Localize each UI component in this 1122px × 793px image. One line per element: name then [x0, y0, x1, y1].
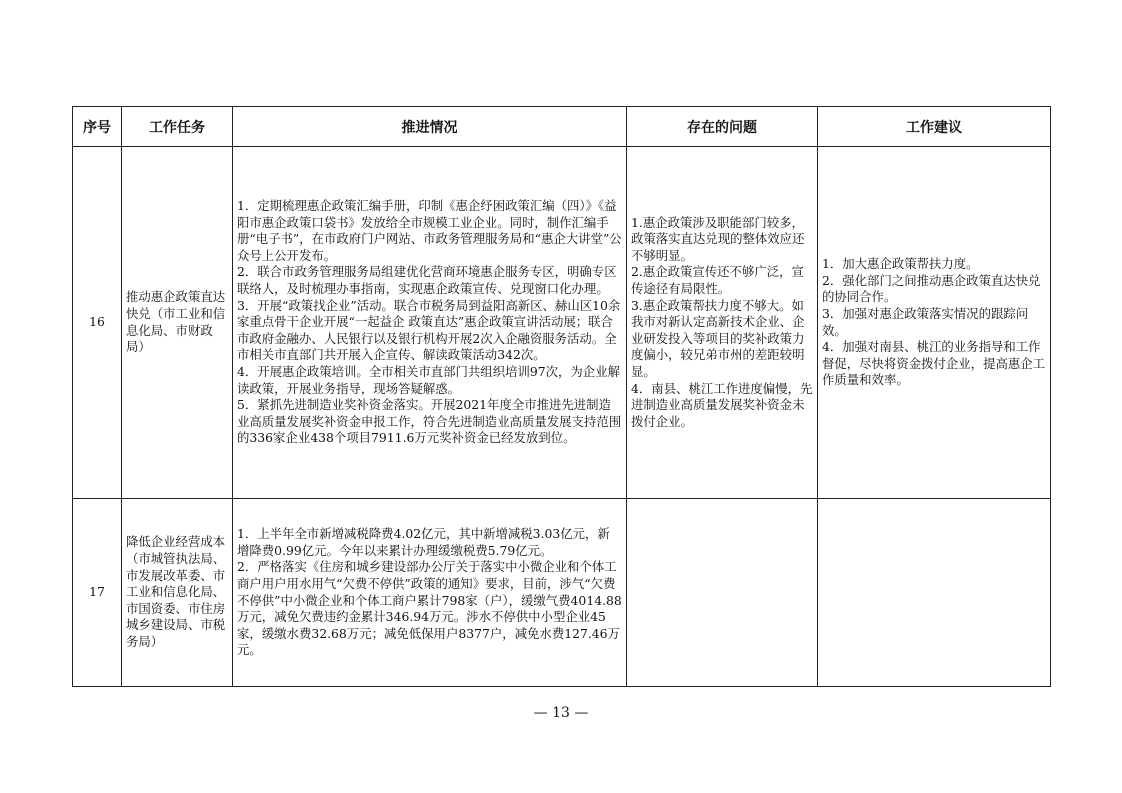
progress-cell [233, 147, 627, 499]
progress-item: 3．开展“政策找企业”活动。联合市税务局到益阳高新区、赫山区10余家重点骨干企业开展“一起益企 政策直达”惠企政策宣讲活动展；联合市政府金融办、人民银行以及银行机构开展2次入企融资服务活动。全市相关市直部门共开展入企宣传、解读政策活动342次。 [237, 297, 621, 363]
suggestion-item: 2．强化部门之间推动惠企政策直达快兑的协同合作。 [822, 272, 1041, 305]
progress-item: 1．上半年全市新增减税降费4.02亿元，其中新增减税3.03亿元，新增降费0.99亿元。今年以来累计办理缓缴税费5.79亿元。 [237, 526, 610, 558]
suggestion-item: 1．加大惠企政策帮扶力度。 [822, 256, 979, 272]
progress-item: 2．严格落实《住房和城乡建设部办公厅关于落实中小微企业和个体工商户用户用水用气“欠费不停供”政策的通知》要求，目前，涉气“欠费不停供”中小微企业和个体工商户累计798家（户），缓缴气费4014.88万元，减免欠费违约金累计346.94万元。涉水不停供中小型企业45家，缓缴水费32.68万元；减免低保用户8377户，减免水费127.46万元。 [237, 559, 622, 658]
suggestions-cell [818, 499, 1051, 687]
table-header-row [73, 107, 1051, 147]
progress-item: 4．开展惠企政策培训。全市相关市直部门共组织培训97次，为企业解读政策，开展业务指导，现场答疑解惑。 [237, 363, 620, 396]
table-row [73, 147, 1051, 499]
progress-cell [233, 499, 627, 687]
problem-item: 3.惠企政策帮扶力度不够大。如我市对新认定高新技术企业、企业研发投入等项目的奖补政策力度偏小，较兄弟市州的差距较明显。 [631, 297, 805, 379]
problem-item: 4．南县、桃江工作进度偏慢，先进制造业高质量发展奖补资金未拨付企业。 [631, 380, 813, 429]
suggestion-item: 3．加强对惠企政策落实情况的跟踪问效。 [822, 305, 1029, 338]
task-cell: 推动惠企政策直达快兑（市工业和信息化局、市财政局） [122, 147, 233, 499]
suggestions-cell [818, 147, 1051, 499]
work-progress-table [72, 106, 1051, 687]
progress-item: 5．紧抓先进制造业奖补资金落实。开展2021年度全市推进先进制造业高质量发展奖补资金申报工作，符合先进制造业高质量发展支持范围的336家企业438个项目7911.6万元奖补资金已经发放到位。 [237, 397, 622, 446]
problem-item: 2.惠企政策宣传还不够广泛，宣传途径有局限性。 [631, 264, 804, 297]
header-suggestions: 工作建议 [818, 107, 1051, 147]
header-problems: 存在的问题 [627, 107, 818, 147]
row-number: 16 [73, 147, 122, 499]
header-no: 序号 [73, 107, 122, 147]
problems-cell [627, 499, 818, 687]
progress-item: 2．联合市政务管理服务局组建优化营商环境惠企服务专区，明确专区联络人，及时梳理办事指南，实现惠企政策宣传、兑现窗口化办理。 [237, 264, 617, 297]
table-row [73, 499, 1051, 687]
problem-item: 1.惠企政策涉及职能部门较多，政策落实直达兑现的整体效应还不够明显。 [631, 214, 805, 263]
row-number: 17 [73, 499, 122, 687]
page-number: — 13 — [533, 705, 589, 721]
problems-cell [627, 147, 818, 499]
suggestion-item: 4．加强对南县、桃江的业务指导和工作督促，尽快将资金拨付企业，提高惠企工作质量和效率。 [822, 339, 1046, 388]
progress-item: 1．定期梳理惠企政策汇编手册，印制《惠企纾困政策汇编（四）》《益阳市惠企政策口袋书》发放给全市规模工业企业。同时，制作汇编手册“电子书”，在市政府门户网站、市政务管理服务局和“惠企大讲堂”公众号上公开发布。 [237, 198, 622, 263]
header-progress: 推进情况 [233, 107, 627, 147]
task-cell: 降低企业经营成本（市城管执法局、市发展改革委、市工业和信息化局、市国资委、市住房城乡建设局、市税务局） [122, 499, 233, 687]
header-task: 工作任务 [122, 107, 233, 147]
